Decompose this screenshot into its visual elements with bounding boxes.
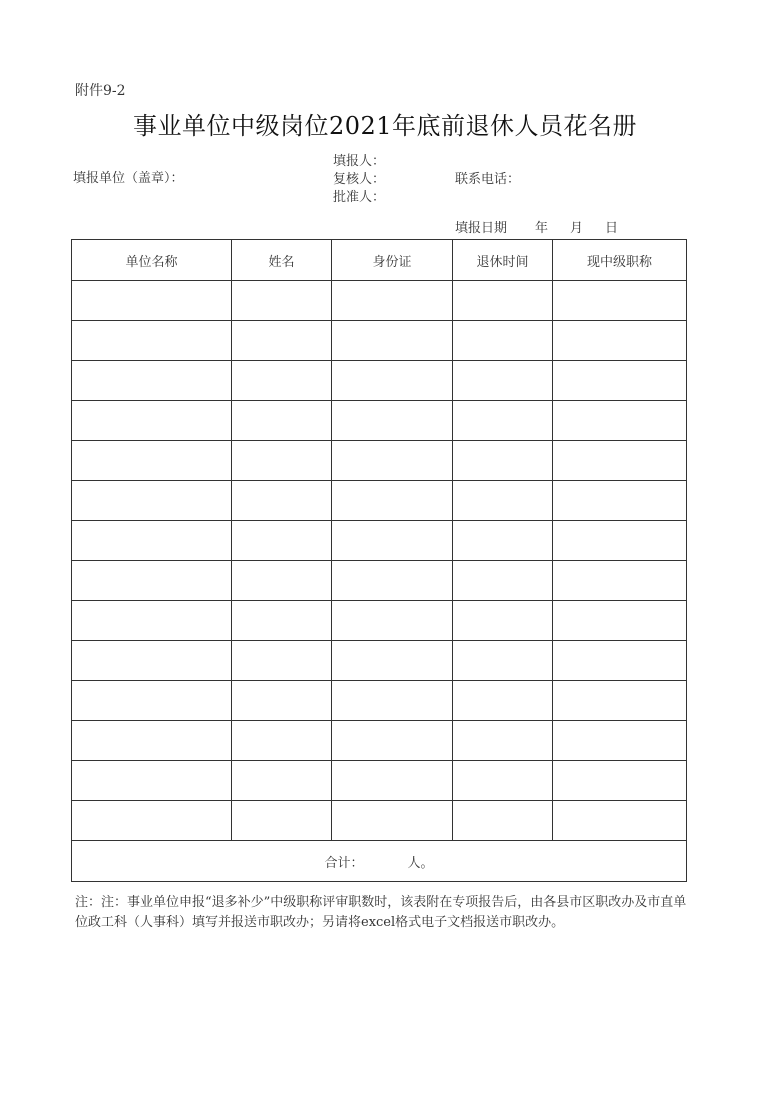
table-cell[interactable]: [332, 721, 453, 761]
table-cell[interactable]: [553, 601, 687, 641]
table-cell[interactable]: [232, 721, 332, 761]
table-cell[interactable]: [232, 281, 332, 321]
table-cell[interactable]: [453, 481, 553, 521]
table-cell[interactable]: [332, 601, 453, 641]
table-cell[interactable]: [453, 801, 553, 841]
table-row: [72, 361, 687, 401]
table-cell[interactable]: [332, 761, 453, 801]
table-cell[interactable]: [232, 601, 332, 641]
table-row: [72, 521, 687, 561]
fill-date-month: 月: [570, 221, 584, 236]
fill-date-year: 年: [535, 221, 549, 236]
table-cell[interactable]: [332, 561, 453, 601]
filler-label: 填报人：: [333, 154, 386, 169]
table-cell[interactable]: [453, 681, 553, 721]
table-cell[interactable]: [72, 761, 232, 801]
table-cell[interactable]: [232, 401, 332, 441]
table-cell[interactable]: [453, 601, 553, 641]
retiree-roster-table: [71, 239, 687, 882]
footnote: 注：注：事业单位申报“退多补少”中级职称评审职数时，该表附在专项报告后，由各县市区职改办及市直单位政工科（人事科）填写并报送市职改办；另请将excel格式电子文档报送市职改办。: [75, 895, 687, 930]
table-cell[interactable]: [553, 801, 687, 841]
column-header-name: 姓名: [232, 240, 332, 281]
table-cell[interactable]: [232, 761, 332, 801]
table-cell[interactable]: [553, 561, 687, 601]
table-row: [72, 481, 687, 521]
table-cell[interactable]: [553, 321, 687, 361]
fill-date: [455, 217, 618, 236]
table-cell[interactable]: [553, 761, 687, 801]
table-cell[interactable]: [72, 801, 232, 841]
table-cell[interactable]: [453, 641, 553, 681]
table-row: [72, 561, 687, 601]
column-header-retirement-time: 退休时间: [453, 240, 553, 281]
table-cell[interactable]: [553, 521, 687, 561]
table-cell[interactable]: [232, 441, 332, 481]
table-cell[interactable]: [453, 561, 553, 601]
table-header-row: [72, 240, 687, 281]
table-cell[interactable]: [232, 561, 332, 601]
approver-label: 批准人：: [333, 190, 386, 205]
table-cell[interactable]: [332, 641, 453, 681]
filler-unit-label: 填报单位（盖章）：: [73, 171, 184, 186]
table-cell[interactable]: [232, 361, 332, 401]
contact-phone-label: 联系电话：: [455, 172, 521, 187]
table-cell[interactable]: [553, 721, 687, 761]
table-row: [72, 441, 687, 481]
table-cell[interactable]: [232, 321, 332, 361]
total-row: [72, 841, 687, 882]
table-cell[interactable]: [72, 361, 232, 401]
table-cell[interactable]: [553, 481, 687, 521]
table-row: [72, 801, 687, 841]
table-cell[interactable]: [332, 401, 453, 441]
table-cell[interactable]: [72, 441, 232, 481]
table-cell[interactable]: [453, 761, 553, 801]
total-cell: [72, 841, 687, 882]
table-cell[interactable]: [332, 521, 453, 561]
table-cell[interactable]: [332, 361, 453, 401]
table-row: [72, 641, 687, 681]
table-cell[interactable]: [232, 521, 332, 561]
table-cell[interactable]: [453, 521, 553, 561]
fill-date-label: 填报日期: [455, 221, 508, 236]
fill-date-day: 日: [605, 221, 619, 236]
table-cell[interactable]: [232, 681, 332, 721]
column-header-unit-name: 单位名称: [72, 240, 232, 281]
table-cell[interactable]: [232, 481, 332, 521]
table-cell[interactable]: [553, 441, 687, 481]
table-cell[interactable]: [72, 321, 232, 361]
table-row: [72, 601, 687, 641]
table-row: [72, 681, 687, 721]
total-label: 合计：: [324, 855, 364, 871]
table-cell[interactable]: [72, 521, 232, 561]
column-header-current-title: 现中级职称: [553, 240, 687, 281]
table-row: [72, 761, 687, 801]
table-cell[interactable]: [453, 441, 553, 481]
table-cell[interactable]: [72, 681, 232, 721]
table-cell[interactable]: [553, 361, 687, 401]
table-cell[interactable]: [553, 681, 687, 721]
total-unit: 人。: [407, 855, 434, 871]
table-cell[interactable]: [553, 641, 687, 681]
table-cell[interactable]: [72, 721, 232, 761]
table-cell[interactable]: [332, 801, 453, 841]
table-row: [72, 321, 687, 361]
table-cell[interactable]: [453, 401, 553, 441]
table-cell[interactable]: [453, 361, 553, 401]
table-cell[interactable]: [332, 321, 453, 361]
table-cell[interactable]: [453, 321, 553, 361]
table-row: [72, 401, 687, 441]
table-cell[interactable]: [72, 641, 232, 681]
table-cell[interactable]: [232, 801, 332, 841]
table-cell[interactable]: [553, 401, 687, 441]
table-body: [72, 281, 687, 841]
table-cell[interactable]: [72, 481, 232, 521]
table-cell[interactable]: [332, 281, 453, 321]
table-cell[interactable]: [453, 721, 553, 761]
table-cell[interactable]: [553, 281, 687, 321]
table-row: [72, 281, 687, 321]
table-cell[interactable]: [72, 561, 232, 601]
table-row: [72, 721, 687, 761]
table-cell[interactable]: [232, 641, 332, 681]
table-cell[interactable]: [72, 401, 232, 441]
attachment-label: 附件9-2: [75, 83, 126, 99]
table-cell[interactable]: [332, 441, 453, 481]
table-cell[interactable]: [332, 681, 453, 721]
reviewer-label: 复核人：: [333, 172, 386, 187]
table-cell[interactable]: [72, 281, 232, 321]
table-cell[interactable]: [332, 481, 453, 521]
table-cell[interactable]: [72, 601, 232, 641]
table-cell[interactable]: [453, 281, 553, 321]
column-header-id-card: 身份证: [332, 240, 453, 281]
page-title: 事业单位中级岗位2021年底前退休人员花名册: [132, 112, 638, 140]
